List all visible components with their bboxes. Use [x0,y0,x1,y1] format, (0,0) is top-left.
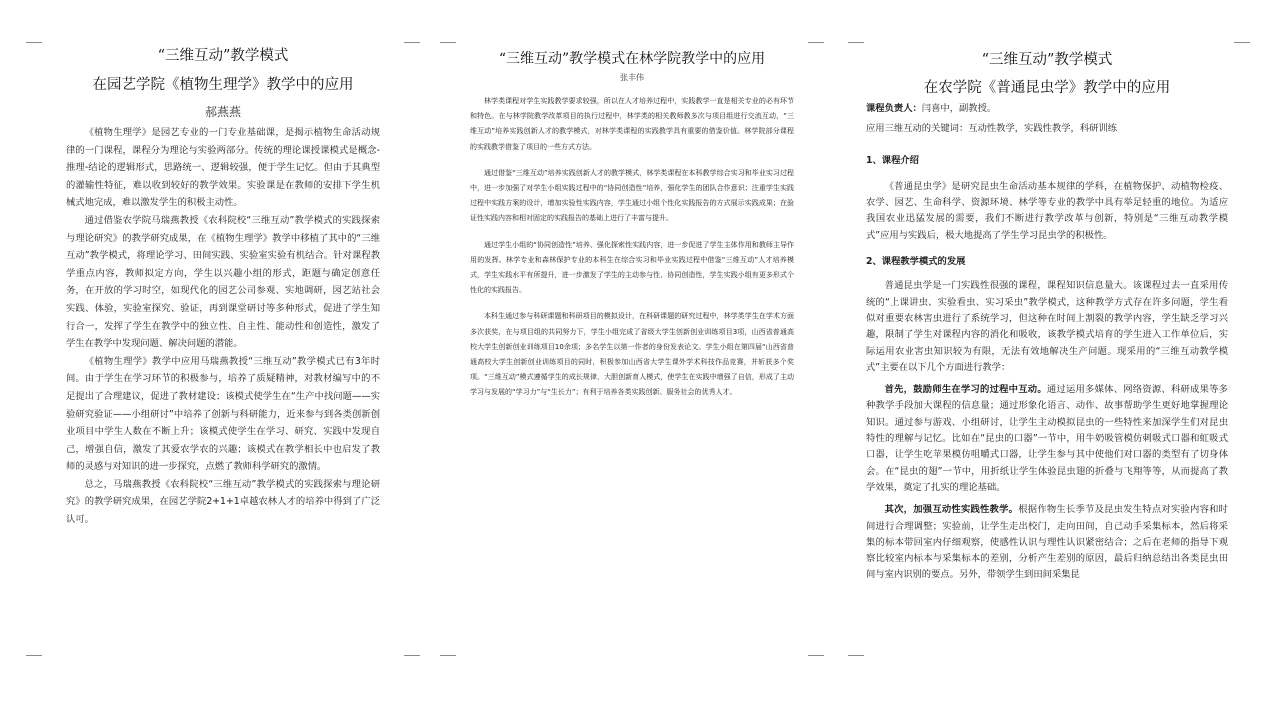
page-title-line1: “三维互动”教学模式 [157,48,289,64]
paragraph: 通过借鉴“三维互动”培养实践创新人才的教学模式，林学类课程在本科教学综合实习和毕业实习过程中，进一步加强了对学生小组实践过程中的“协同创造性”培养，强化学生的团队合作意识；注重学生实践过程中实践方案的设计，增加实验性实践内容，学生通过小组个性化实践报告的方式展示实践成果；在验证性实践内容和相对固定的实践报告的基础上进行了丰富与提升。 [470,168,794,223]
paragraph-lead: 其次，加强互动性实践性教学。 [884,504,1019,516]
page-corner-mark [808,655,824,656]
document-page-left [26,0,420,720]
page-corner-mark [808,42,824,43]
paragraph: 通过学生小组的“协同创造性”培养、强化探索性实践内容，进一步促进了学生主体作用和教师主导作用的发挥。林学专业和森林保护专业的本科生在综合实习和毕业实践过程中借鉴“三维互动”人才培养模式，学生实践水平有所提升，进一步激发了学生的主动参与性、协同创造性，学生实践小组有更多形式个性化的实践报告。 [470,240,794,295]
body-text [866,101,1228,584]
paragraph-text: 通过运用多媒体、网络资源、科研成果等多种教学手段加大课程的信息量；通过形象化语言、动作、故事帮助学生更好地掌握理论知识。通过参与游戏、小组研讨，让学生主动模拟昆虫的一些特性来加深学生们对昆虫特性的理解与记忆。比如在“昆虫的口器”一节中，用牛奶吸管模仿刺吸式口器和虹吸式口器，让学生吃苹果模仿咀嚼式口器，让学生参与其中使他们对口器的类型有了切身体会。在“昆虫的翅”一节中，用折纸让学生体验昆虫翅的折叠与飞翔等等，从而提高了教学效果，奠定了扎实的理论基础。 [866,384,1228,493]
course-leader-line [866,101,1228,117]
paragraph: 《植物生理学》教学中应用马瑞燕教授“三维互动”教学模式已有3年时间。由于学生在学习环节的积极参与，培养了质疑精神，对教材编写中的不足提出了合理建议，促进了教材建设；该模式使学生在“生产中找问题——实验研究验证——小组研讨”中培养了创新与科研能力，近来参与到各类创新创业项目中学生人数在不断上升；该模式使学生在学习、研究、实践中发现自己，增强自信，激发了其爱农学农的兴趣；该模式在教学相长中也启发了教师的灵感与对知识的进一步探究，点燃了教师科学研究的激情。 [66,355,380,473]
page-corner-mark [848,655,864,656]
paragraph: 林学类课程对学生实践教学要求较强，所以在人才培养过程中，实践教学一直是相关专业的必有环节和特色。在与林学院教学改革项目的执行过程中，林学类的相关教师教多次与项目组进行交流互动，“三维互动”培养实践创新人才的教学模式，对林学类课程的实践教学具有重要的借鉴价值。林学院部分课程的实践教学借鉴了项目的一些方式方法。 [470,97,794,151]
section-heading: 2、课程教学模式的发展 [866,256,966,268]
paragraph: 普通昆虫学是一门实践性很强的课程，课程知识信息量大。该课程过去一直采用传统的“上课讲虫、实验看虫、实习采虫”教学模式，这种教学方式存在许多问题，学生看似对重要农林害虫进行了系统学习，但这种在时间上割裂的教学内容，学生缺乏学习兴趣，限制了学生对课程内容的消化和吸收，该教学模式培育的学生进入工作单位后，实际运用农业害虫知识较为有限，无法有效地解决生产问题。现采用的“三维互动教学模式”主要在以下几个方面进行教学： [866,280,1228,373]
page-corner-mark [404,42,420,43]
course-leader-value: 闫喜中，副教授。 [921,103,997,114]
page-title-line2: 在园艺学院《植物生理学》教学中的应用 [92,77,354,93]
paragraph: 总之，马瑞燕教授《农科院校“三维互动”教学模式的实践探索与理论研究》的教学研究成果，在园艺学院2+1+1卓越农林人才的培养中得到了广泛认可。 [66,478,380,526]
author-name: 张丰伟 [620,73,644,82]
paragraph: 本科生通过参与科研课题和科研项目的模拟设计，在科研课题的研究过程中，林学类学生在学术方面多次获奖，在与项目组的共同努力下，学生小组完成了省级大学生创新创业训练项目3项，山西省普通高校大学生创新创业训练项目10余项；多名学生以第一作者的身份发表论文。学生小组在第四届“山西省普通高校大学生创新创业训练项目的同时，积极参加山西省大学生课外学术科技作品竞赛，并斩获多个奖项。“三维互动”模式遵循学生的成长规律，大胆创新育人模式，使学生在实践中增强了自信，形成了主动学习与发展的“学习力”与“生长力”；有利于培养各类实践创新、服务社会的优秀人才。 [470,312,794,397]
page-corner-mark [440,42,456,43]
paragraph: 《植物生理学》是园艺专业的一门专业基础课，是揭示植物生命活动规律的一门课程，课程分为理论与实验两部分。传统的理论课授课模式是概念-推理-结论的逻辑形式，思路统一、逻辑较强，便于学生记忆。但由于其典型的灌输性特征，难以收到较好的教学效果。实验课是在教师的安排下学生机械式地完成，难以激发学生的积极主动性。 [66,127,380,209]
page-title-line1: “三维互动”教学模式 [981,52,1113,68]
page-corner-mark [848,42,864,43]
page-corner-mark [26,42,42,43]
paragraph-lead: 首先，鼓励师生在学习的过程中互动。 [884,384,1047,396]
paragraph: 通过借鉴农学院马瑞燕教授《农科院校“三维互动”教学模式的实践探索与理论研究》的教学研究成果，在《植物生理学》教学中移植了其中的“三维互动”教学模式，将理论学习、田间实践、实验室实验有机结合。针对课程教学重点内容，教师拟定方向，学生以兴趣小组的形式，距题与确定创意任务，在开放的学习时空，如现代化的园艺公司参观、实地调研，园艺站社会实践、体验，实验室探究、验证，再到课堂研讨等多种形式，促进了学生知行合一，发挥了学生在教学中的独立性、自主性、能动性和创造性，激发了学生在教学中发现问题、解决问题的潜能。 [66,214,380,350]
page-corner-mark [1234,42,1250,43]
page-title-line2: 在农学院《普通昆虫学》教学中的应用 [923,80,1171,96]
keywords-line: 应用三维互动的关键词：互动性教学，实践性教学，科研训练 [866,123,1118,135]
author-name: 郝燕燕 [204,105,241,119]
page-corner-mark [26,655,42,656]
body-text [66,124,380,529]
paragraph [866,502,1228,583]
page-corner-mark [440,655,456,656]
body-text [470,94,794,401]
section-heading: 1、课程介绍 [866,154,919,166]
page-title: “三维互动”教学模式在林学院教学中的应用 [498,51,766,67]
document-page-right [848,0,1250,720]
paragraph: 《普通昆虫学》是研究昆虫生命活动基本规律的学科，在植物保护、动植物检疫、农学、园艺、生命科学、资源环境、林学等专业的教学中具有举足轻重的地位。为适应我国农业迅猛发展的需要，我们不断进行教学改革与创新，特别是“三维互动教学模式”应用与实践后，极大地提高了学生学习昆虫学的积极性。 [866,180,1228,241]
course-leader-label: 课程负责人： [866,103,922,114]
page-corner-mark [404,655,420,656]
paragraph [866,382,1228,496]
paragraph-text: 根据作物生长季节及昆虫发生特点对实验内容和时间进行合理调整；实验前，让学生走出校门，走向田间，自己动手采集标本，然后将采集的标本带回室内仔细观察，使感性认识与理性认识紧密结合；之后在老师的指导下观察比较室内标本与采集标本的差别，分析产生差别的原因，最后归纳总结出各类昆虫田间与室内识别的要点。另外，带领学生到田间采集昆 [866,504,1228,581]
document-page-middle [440,0,824,720]
